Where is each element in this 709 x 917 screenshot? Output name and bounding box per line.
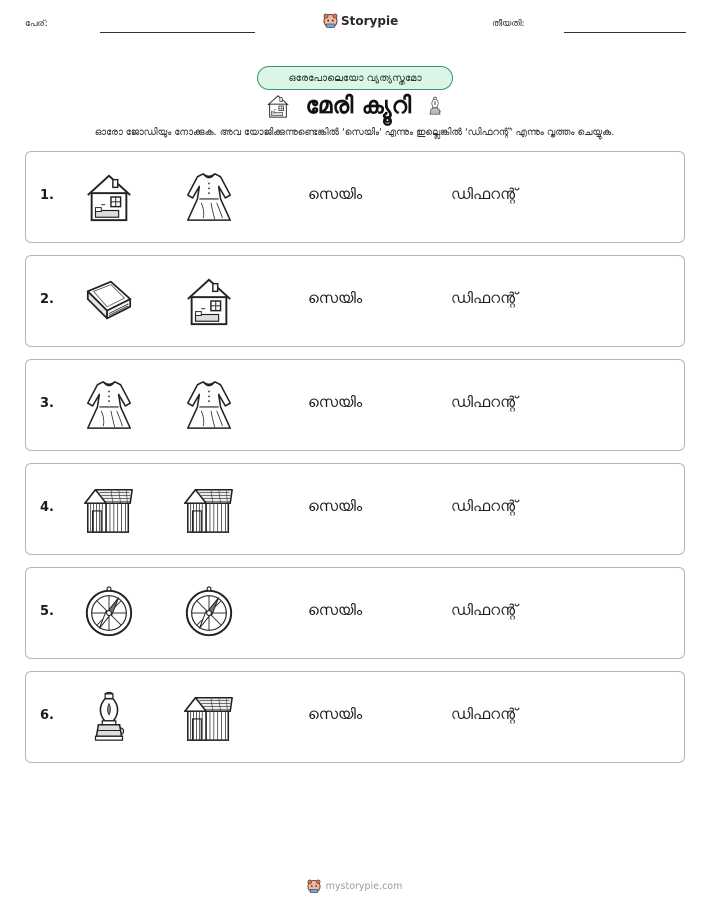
different-option[interactable]: ഡിഫറന്റ്: [451, 705, 518, 723]
name-label: പേര്:: [25, 19, 48, 29]
house-icon: [264, 93, 292, 119]
instruction-text: ഓരോ ജോഡിയും നോക്കുക. അവ യോജിക്കുന്നുണ്ടെങ്കിൽ 'സെയിം' എന്നും ഇല്ലെങ്കിൽ 'ഡിഫറന്റ്' എന്നും വൃത്തം ചെയ്യുക.: [94, 127, 615, 138]
name-write-line[interactable]: [100, 32, 255, 33]
storypie-mascot-icon: [307, 879, 321, 894]
question-number: 6.: [40, 708, 54, 723]
question-row-4: [25, 463, 685, 555]
page-title: മേരി ക്യൂറി: [305, 93, 412, 119]
date-write-line[interactable]: [564, 32, 686, 33]
dress-icon: [82, 378, 136, 432]
same-option[interactable]: സെയിം: [308, 705, 363, 723]
right-picture: [181, 480, 237, 538]
shed-icon: [82, 482, 136, 536]
left-picture: [81, 168, 137, 226]
question-row-2: [25, 255, 685, 347]
brand-logo: [323, 13, 398, 29]
same-option[interactable]: സെയിം: [308, 393, 363, 411]
different-option[interactable]: ഡിഫറന്റ്: [451, 497, 518, 515]
same-option[interactable]: സെയിം: [308, 185, 363, 203]
title-row: [0, 90, 709, 122]
question-row-3: [25, 359, 685, 451]
different-option[interactable]: ഡിഫറന്റ്: [451, 601, 518, 619]
right-picture: [181, 168, 237, 226]
right-picture: [181, 584, 237, 642]
right-picture: [181, 376, 237, 434]
different-option[interactable]: ഡിഫറന്റ്: [451, 185, 518, 203]
question-number: 2.: [40, 292, 54, 307]
same-option[interactable]: സെയിം: [308, 497, 363, 515]
storypie-mascot-icon: [323, 13, 338, 29]
question-row-6: [25, 671, 685, 763]
book-icon: [82, 274, 136, 328]
question-number: 4.: [40, 500, 54, 515]
right-picture: [181, 272, 237, 330]
compass-icon: [182, 586, 236, 640]
left-picture: [81, 272, 137, 330]
same-option[interactable]: സെയിം: [308, 289, 363, 307]
question-row-5: [25, 567, 685, 659]
dress-icon: [182, 170, 236, 224]
dress-icon: [182, 378, 236, 432]
same-option[interactable]: സെയിം: [308, 601, 363, 619]
shed-icon: [182, 482, 236, 536]
house-icon: [82, 170, 136, 224]
left-picture: [81, 480, 137, 538]
worksheet-header: [0, 0, 709, 50]
activity-type-badge: ഒരേപോലെയോ വ്യത്യസ്തമോ: [257, 66, 453, 90]
shed-icon: [182, 690, 236, 744]
compass-icon: [82, 586, 136, 640]
question-row-1: [25, 151, 685, 243]
right-picture: [181, 688, 237, 746]
house-icon: [182, 274, 236, 328]
left-picture: [81, 584, 137, 642]
brand-name: Storypie: [341, 14, 399, 28]
different-option[interactable]: ഡിഫറന്റ്: [451, 393, 518, 411]
question-number: 3.: [40, 396, 54, 411]
lamp-icon: [82, 690, 136, 744]
left-picture: [81, 688, 137, 746]
lamp-icon: [425, 92, 445, 120]
question-number: 5.: [40, 604, 54, 619]
question-number: 1.: [40, 188, 54, 203]
footer: [0, 879, 709, 894]
different-option[interactable]: ഡിഫറന്റ്: [451, 289, 518, 307]
left-picture: [81, 376, 137, 434]
date-label: തീയതി:: [492, 19, 525, 29]
footer-url: mystorypie.com: [325, 881, 403, 892]
